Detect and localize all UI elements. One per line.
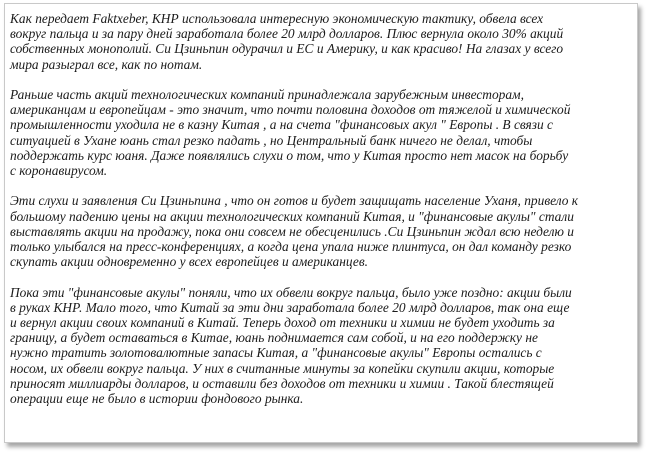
article-paragraph-1: Как передает Faktxeber, КНР использовала интересную экономическую тактику, обвела всех вокруг пальца и за пару дней заработала более 20 млрд долларов. Плюс вернула около 30% акций собственных монополий. Си Цзиньпин одурачил и ЕС и Америку, и как красиво! На глазах у всего мира разыграл все, как по нотам. [10, 11, 564, 72]
article-paragraph-3: Эти слухи и заявления Си Цзиньпина , что он готов и будет защищать население Уханя, привело к большому падению цены на акции технологических компаний Китая, и "финансовые акулы" стали выставлять акции на продажу, пока они совсем не обесценились .Си Цзиньпин ждал всю неделю и только улыбался на пресс-конференциях, а когда цена упала ниже плинтуса, он дал команду резко скупать акции одновременно у всех европейцев и американцев. [10, 193, 579, 270]
article-frame [4, 3, 638, 443]
article-paragraph-4: Пока эти "финансовые акулы" поняли, что их обвели вокруг пальца, было уже поздно: акции были в руках КНР. Мало того, что Китай за эти дни заработала более 20 млрд долларов, так она еще и вернул акции своих компаний в Китай. Теперь доход от техники и химии не будет уходить за границу, а будет оставаться в Китае, юань поднимается сам собой, и на его поддержку не нужно тратить золотовалютные запасы Китая, а "финансовые акулы" Европы остались с носом, их обвели вокруг пальца. У них в считанные минуты за копейки скупили акции, которые приносят миллиарды долларов, и оставили без доходов от техники и химии . Такой блестящей операции еще не было в истории фондового рынка. [10, 284, 572, 407]
article-paragraph-2: Раньше часть акций технологических компаний принадлежала зарубежным инвесторам, американцам и европейцам - это значит, что почти половина доходов от тяжелой и химической промышленности уходила не в казну Китая , а на счета "финансовых акул " Европы . В связи с ситуацией в Ухане юань стал резко падать , но Центральный банк ничего не делал, чтобы поддержать курс юаня. Даже появлялись слухи о том, что у Китая просто нет масок на борьбу с коронавирусом. [10, 87, 571, 179]
article-text [10, 11, 636, 421]
